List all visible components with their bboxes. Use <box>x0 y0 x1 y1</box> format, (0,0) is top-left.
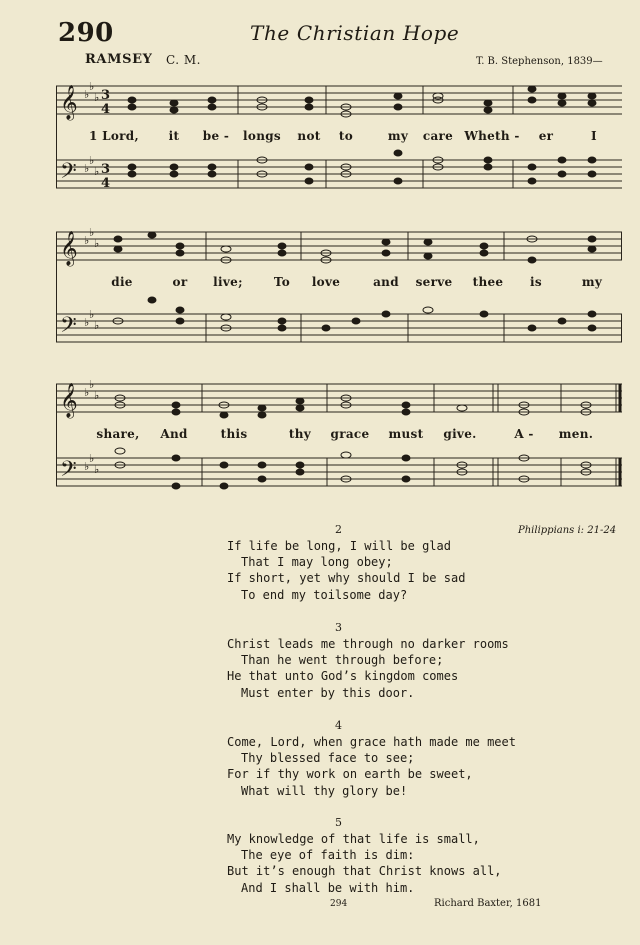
verse-line: Than he went through before; <box>241 653 444 668</box>
svg-text:3: 3 <box>101 88 111 103</box>
lyric-syllable: thy <box>288 427 312 441</box>
lyric-syllable: be - <box>202 129 230 143</box>
lyric-syllable: not <box>297 129 321 143</box>
svg-text:4: 4 <box>101 176 111 191</box>
svg-text:♭: ♭ <box>84 460 90 473</box>
svg-text:♭: ♭ <box>84 386 90 399</box>
svg-text:♭: ♭ <box>94 389 100 402</box>
lyric-syllable: serve <box>415 275 453 289</box>
verse-line: My knowledge of that life is small, <box>227 832 480 846</box>
verse-line: If short, yet why should I be sad <box>227 571 466 586</box>
verse-line: Must enter by this door. <box>241 685 415 700</box>
lyric-syllable: longs <box>243 129 281 143</box>
svg-text:𝄞: 𝄞 <box>60 231 78 266</box>
lyric-row-3 <box>56 427 622 443</box>
lyric-syllable: And <box>160 427 188 441</box>
lyric-syllable: my <box>581 275 603 289</box>
verse-2 <box>227 538 465 603</box>
verse-number: 4 <box>335 719 342 732</box>
svg-text:♭: ♭ <box>89 226 95 239</box>
lyric-syllable: this <box>220 427 248 441</box>
svg-text:3: 3 <box>101 162 111 177</box>
lyric-syllable: To <box>273 275 291 289</box>
lyric-syllable: must <box>388 427 424 441</box>
lyric-syllable: er <box>538 129 554 143</box>
lyric-syllable: or <box>172 275 188 289</box>
svg-text:𝄢: 𝄢 <box>60 313 77 343</box>
verse-line: He that unto God’s kingdom comes <box>227 669 459 684</box>
verse-line: If life be long, I will be glad <box>227 539 451 553</box>
svg-text:𝄞: 𝄞 <box>60 85 78 120</box>
lyric-syllable: I <box>591 129 597 143</box>
verse-4 <box>227 734 516 799</box>
svg-text:♭: ♭ <box>94 237 100 250</box>
lyric-syllable: live; <box>213 275 243 289</box>
verse-number: 2 <box>335 523 342 536</box>
lyric-syllable: men. <box>558 427 594 441</box>
lyric-syllable: my <box>387 129 409 143</box>
verse-3 <box>227 636 509 701</box>
svg-text:4: 4 <box>101 102 111 117</box>
lyric-syllable: care <box>422 129 454 143</box>
verse-number: 3 <box>335 621 342 634</box>
svg-text:♭: ♭ <box>89 452 95 465</box>
lyric-syllable: it <box>168 129 180 143</box>
lyric-syllable: grace <box>330 427 370 441</box>
hymn-number: 290 <box>58 18 114 48</box>
svg-text:♭: ♭ <box>84 88 90 101</box>
verse-line: Come, Lord, when grace hath made me meet <box>227 735 516 749</box>
section-title: The Christian Hope <box>250 21 460 45</box>
lyric-syllable: to <box>338 129 354 143</box>
scripture-reference: Philippians i: 21-24 <box>518 525 617 536</box>
svg-text:𝄞: 𝄞 <box>60 383 78 418</box>
svg-text:𝄢: 𝄢 <box>60 457 77 487</box>
author-credit: Richard Baxter, 1681 <box>434 898 542 909</box>
lyric-syllable: Wheth - <box>464 129 520 143</box>
tune-meter: C. M. <box>166 53 201 67</box>
page-number: 294 <box>330 899 348 909</box>
verse-line: What will thy glory be! <box>241 783 408 798</box>
svg-text:♭: ♭ <box>84 162 90 175</box>
verse-line: But it’s enough that Christ knows all, <box>227 864 502 879</box>
verse-line: Thy blessed face to see; <box>241 751 415 766</box>
score-system-3 <box>56 372 622 497</box>
verse-line: The eye of faith is dim: <box>241 848 415 863</box>
lyric-syllable: and <box>373 275 399 289</box>
score-system-2 <box>56 220 622 350</box>
lyric-syllable: die <box>111 275 133 289</box>
lyric-syllable: is <box>530 275 542 289</box>
svg-text:♭: ♭ <box>94 165 100 178</box>
score-system-1 <box>56 74 622 204</box>
lyric-syllable: give. <box>443 427 477 441</box>
verse-line: For if thy work on earth be sweet, <box>227 767 473 782</box>
svg-text:♭: ♭ <box>94 463 100 476</box>
svg-text:♭: ♭ <box>84 316 90 329</box>
lyric-row-1 <box>56 129 622 145</box>
svg-text:♭: ♭ <box>89 80 95 93</box>
composer-credit: T. B. Stephenson, 1839— <box>476 56 603 67</box>
verse-number: 5 <box>335 816 342 829</box>
svg-text:♭: ♭ <box>89 308 95 321</box>
verse-line: That I may long obey; <box>241 555 393 570</box>
svg-text:♭: ♭ <box>94 91 100 104</box>
lyric-syllable: 1 Lord, <box>89 129 139 143</box>
lyric-syllable: thee <box>472 275 504 289</box>
svg-text:♭: ♭ <box>89 378 95 391</box>
svg-text:𝄢: 𝄢 <box>60 159 77 189</box>
svg-text:♭: ♭ <box>89 154 95 167</box>
verse-line: To end my toilsome day? <box>241 587 408 602</box>
tune-name: RAMSEY <box>85 52 153 67</box>
lyric-syllable: love <box>311 275 341 289</box>
svg-text:♭: ♭ <box>94 319 100 332</box>
lyric-row-2 <box>56 275 622 291</box>
lyric-syllable: A - <box>514 427 534 441</box>
lyric-syllable: share, <box>96 427 140 441</box>
svg-text:♭: ♭ <box>84 234 90 247</box>
verse-line: Christ leads me through no darker rooms <box>227 637 509 651</box>
verse-5 <box>227 831 502 896</box>
verse-line: And I shall be with him. <box>241 880 415 895</box>
